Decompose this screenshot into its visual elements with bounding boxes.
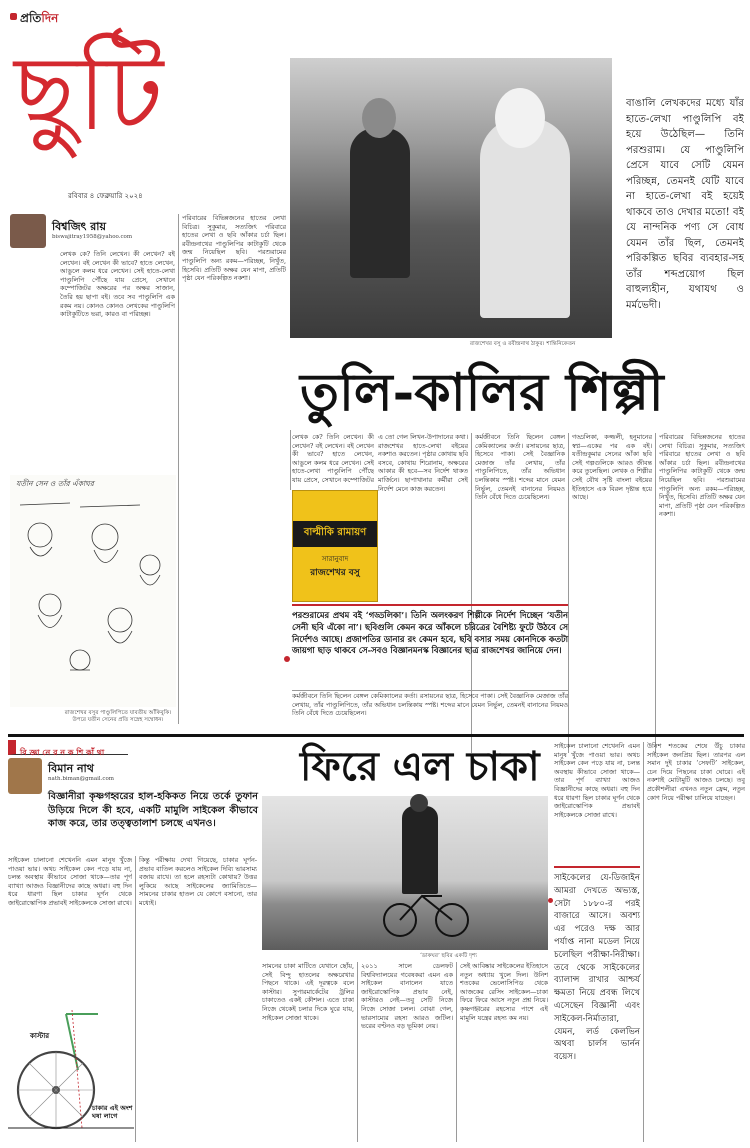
section-label-text: বি জ্ঞা নে র ন ক শি কাঁ থা — [20, 747, 105, 757]
book-author: রাজশেখর বসু — [310, 568, 360, 578]
wheel-diagram-graphic — [8, 1000, 134, 1142]
author2-avatar — [8, 758, 42, 794]
wheel-diagram — [8, 1000, 134, 1142]
masthead — [8, 6, 164, 211]
sketch-caption: রাজশেখর বসুর পাণ্ডুলিপিতে যাবতীয় আঁকিবুকি। উপরে যতীন সেনের প্রতি সস্নেহ সম্বোধন। — [64, 710, 172, 723]
logo-prefix: প্রতি — [20, 11, 42, 25]
section-label — [8, 740, 128, 755]
sketch-label: যতীন সেন ও তাঁর এঁকাঘর — [16, 479, 94, 488]
section-title: ছুটি — [14, 32, 164, 154]
sketch-figures — [10, 495, 176, 695]
author-name: বিশ্বজিৎ রায় — [52, 220, 106, 233]
body-column: লেখক কে? তিনি লেখেন। কী লেখেন? বই লেখেন। বই লেখেন কী ভাবে? হাতে লেখেন, আঙুলে কলম ধরে লেখেন। সেই হাতে-লেখা পাণ্ডুলিপি পৌঁছে যায় প্রেসে, সেখানে কম্পোজিটর — [292, 433, 374, 483]
pull-quote-2 — [554, 866, 640, 1144]
body-column: ২০১১ সালে ডেলফট বিশ্ববিদ্যালয়ের গবেষকরা এমন এক সাইকেল বানালেন যাতে জাইরোস্কোপিক প্রভাব নেই, কাস্টারও নেই—তবু সেটি নিজে নিজে সোজা চলল। বোঝা গেল, ভারসাম্যের রহস্য আরও জটিল। ভরের বণ্টনও বড় ভূমিকা নেয়। — [361, 962, 453, 1031]
book-subtitle: সারানুবাদ — [321, 555, 349, 563]
bicycle-icon — [382, 886, 472, 942]
lead-quote: বাঙালি লেখকদের মধ্যে যাঁর হাতে-লেখা পাণ্ডুলিপি বই হয়ে উঠেছিল— তিনি পরশুরাম। যে পাণ্ডুলিপি প্রেসে যাবে সেটি যেমন পরিচ্ছন্ন, তেমনই যেটি যাবে না হাতে-লেখা বই হয়েই থাকবে তাও দেখার মতো! বই যে নান্দনিক পণ্য সে বোধ যেমন তাঁর ছিল, তেমনই পরিকল্পিত ছবির ব্যবহার-সহ তাঁর শব্দপ্রয়োগ ছিল বাহুল্যহীন, যথাযথ ও মর্মভেদী। — [626, 98, 744, 311]
body-column: সাইকেল চালানো শেখেননি এমন মানুষ খুঁজে পাওয়া ভার। অথচ সাইকেল কেন পড়ে যায় না, চলন্ত অবস্থায় কীভাবে সোজা থাকে—তার পূর্ণ ব্যাখ্যা আজও বিজ্ঞানীদের কাছে অধরা। বহু দিন ধরে ধারণা ছিল চাকার ঘূর্ণন থেকে জাইরোস্কোপিক প্রভাবই সাইকেলকে সোজা রাখে। — [554, 742, 640, 819]
body-column: সামনের চাকা মাটিতে যেখানে ছোঁয়, সেই বিন্দু হাতলের অক্ষরেখার পিছনে থাকে। এই দূরত্বকে বলে কাস্টার। সুপারমার্কেটের ট্রলির চাকাতেও একই কৌশল। এতে চাকা নিজে থেকেই চলার দিকে ঘুরে যায়, সাইকেল সোজা থাকে। — [262, 962, 354, 1022]
logo-suffix: দিন — [41, 11, 59, 25]
body-column: এ তো গেল লিখন-উপাদানের কথা। রাজশেখর হাতে-লেখা বইয়ের নকশাও করতেন। পৃষ্ঠার কোথায় ছবি বসবে, কোথায় শিরোনাম, অক্ষরের আকার কী হবে—সব নির্দেশ থাকত মার্জিনে। ছাপাখানার কর্মীরা সেই নির্দেশ মেনে কাজ করতেন। — [378, 433, 468, 493]
author-avatar — [10, 214, 46, 248]
author2-email: nath.biman@gmail.com — [48, 776, 115, 782]
manuscript-sketch — [10, 475, 176, 707]
pull-quote — [292, 604, 568, 691]
body-column: কর্মজীবনে তিনি ছিলেন বেঙ্গল কেমিক্যালের কর্তা। রসায়নের ছাত্র, হিসেবে পাকা। সেই বৈজ্ঞানিক মেজাজ তাঁর লেখায়, তাঁর পাণ্ডুলিপিতে, তাঁর অভিধান চলন্তিকায় স্পষ্ট। শব্দের মানে যেমন নির্ভুল, তেমনই বানানের নিয়মও তিনি বেঁধে দিতে চেয়েছিলেন। — [292, 692, 568, 718]
body-column: কর্মজীবনে তিনি ছিলেন বেঙ্গল কেমিক্যালের কর্তা। রসায়নের ছাত্র, হিসেবে পাকা। সেই বৈজ্ঞানিক মেজাজ তাঁর লেখায়, তাঁর পাণ্ডুলিপিতে, তাঁর অভিধান চলন্তিকায় স্পষ্ট। শব্দের মানে যেমন নির্ভুল, তেমনই বানানের নিয়মও তিনি বেঁধে দিতে চেয়েছিলেন। — [475, 433, 565, 502]
cycle-photo-caption: ‘ডাকঘর’ ছবির একটি দৃশ্য — [420, 953, 477, 959]
pull-quote-2-text: সাইকেলের যে-ডিজাইন আমরা দেখতে অভ্যস্ত, সেটা ১৮৮০-র পরই বাজারে আসে। অবশ্য এর পরেও দক্ষ আর পর্যাপ্ত নানা মডেল নিয়ে চলেছিল পরীক্ষা-নিরীক্ষা। তবে থেকে সাইকেলের ব্যালান্স রাখার আশ্চর্য ক্ষমতা নিয়ে প্রবন্ধ লিখে এসেছেন বিজ্ঞানী এবং সাইকেল-নির্মাতারা, যেমন, লর্ড কেলভিন অথবা চার্লস ভার্নন বয়েস। — [554, 873, 640, 1063]
author2-name: বিমান নাথ — [48, 762, 94, 775]
body-column: সাইকেল চালানো শেখেননি এমন মানুষ খুঁজে পাওয়া ভার। অথচ সাইকেল কেন পড়ে যায় না, চলন্ত অবস্থায় কীভাবে সোজা থাকে—তার পূর্ণ ব্যাখ্যা আজও বিজ্ঞানীদের কাছে অধরা। বহু দিন ধরে ধারণা ছিল চাকার ঘূর্ণন থেকে জাইরোস্কোপিক প্রভাবই সাইকেলকে সোজা রাখে। — [8, 856, 132, 907]
section2-deck: বিজ্ঞানীরা কৃষ্ণগহ্বরের হাল-হকিকত নিয়ে তর্কে তুফান উড়িয়ে দিলে কী হবে, একটি মামুলি সাইকেল কীভাবে কাজ করে, তার তত্ত্বতালাশ চলছে এখনও। — [48, 791, 258, 830]
bullet-icon — [284, 656, 290, 662]
lead-headline: তুলি-কালির শিল্পী — [300, 362, 664, 423]
photo-caption: রাজশেখর বসু ও রবীন্দ্রনাথ ঠাকুর। শান্তিনিকেতন — [470, 341, 576, 347]
pull-quote-text: পরশুরামের প্রথম বই ‘গড্ডলিকা’। তিনি অলংকরণ শিল্পীকে নির্দেশ দিচ্ছেন ‘যতীন সেনী ছবি এঁকো না’। ছবিগুলি কেমন করে আঁকলে চরিত্রের বৈশিষ্ট্য ফুটে উঠবে সে নির্দেশও আছে। প্রজাপতির ডানার রং কেমন হবে, ছবি বসার সময় কোনদিকে কতটা জায়গা ছাড় থাকবে সে-সবও বিজ্ঞানমনস্ক বিজ্ঞানের ছাত্র রাজশেখর জানিয়ে দেন। — [292, 610, 568, 656]
body-column: কিন্তু পরীক্ষায় দেখা গিয়েছে, চাকার ঘূর্ণন-প্রভাব বাতিল করলেও সাইকেল দিব্যি ভারসাম্য বজায় রাখে। তা হলে রহস্যটা কোথায়? উত্তর লুকিয়ে আছে সাইকেলের জ্যামিতিতে—সামনের চাকার হাতল যে কোণে বসানো, তার মধ্যেই। — [139, 856, 257, 907]
section2-headline: ফিরে এল চাকা — [300, 743, 540, 790]
book-cover — [292, 490, 378, 602]
book-title: বাল্মীকি রামায়ণ — [303, 527, 367, 538]
bullet-icon — [548, 898, 553, 903]
diagram-label-contact: চাকার এই অংশ ঘষা লাগে — [92, 1104, 133, 1120]
body-column: উনিশ শতকের শেষে উঁচু চাকার সাইকেল জনপ্রিয় ছিল। তারপর এল সমান দুই চাকার ‘সেফটি’ সাইকেল, চেন দিয়ে পিছনের চাকা ঘোরে। এই নকশাই মোটামুটি আজও চলছে। তবু প্রকৌশলীরা এখনও নতুন ফ্রেম, নতুন কোণ নিয়ে পরীক্ষা চালিয়ে যাচ্ছেন। — [647, 742, 745, 802]
issue-date: রবিবার ৪ ফেব্রুয়ারি ২০২৪ — [68, 192, 143, 200]
lead-photo — [290, 58, 612, 338]
diagram-label-caster: কাস্টার — [30, 1031, 50, 1040]
body-column: লেখক কে? তিনি লেখেন। কী লেখেন? বই লেখেন। বই লেখেন কী ভাবে? হাতে লেখেন, আঙুলে কলম ধরে লেখেন। সেই হাতে-লেখা পাণ্ডুলিপি পৌঁছে যায় প্রেসে, সেখানে কম্পোজিটর অক্ষরের পর অক্ষর সাজান, তৈরি হয় ছাপা বই। তবে সব পাণ্ডুলিপি এক রকম নয়। কোনও কোনও লেখকের পাণ্ডুলিপি কাটাকুটিতে ভরা, কারও বা পরিচ্ছন্ন। — [60, 250, 175, 319]
cycle-photo — [262, 796, 548, 950]
author-email: biswajitray1958@yahoo.com — [52, 234, 133, 240]
body-column: পরিবারের বিভিন্নজনের হাতের লেখা বিচিত্র। সুকুমার, সত্যজিৎ পরিবারে হাতের লেখা ও ছবি আঁকার চর্চা ছিল। রবীন্দ্রনাথের পাণ্ডুলিপির কাটাকুটি থেকে জন্ম নিয়েছিল ছবি। পরশুরামের পাণ্ডুলিপি অন্য রকম—পরিচ্ছন্ন, নিখুঁত, হিসেবি। প্রতিটি অক্ষর যেন মাপা, প্রতিটি পৃষ্ঠা যেন পরিকল্পিত নকশা। — [659, 433, 745, 519]
body-column: গড্ডলিকা, কজ্জলী, হনুমানের স্বপ্ন—একের পর এক বই। যতীন্দ্রকুমার সেনের আঁকা ছবি সেই গল্পগুলিকে আরও জীবন্ত করে তুলেছিল। লেখক ও শিল্পীর সেই যৌথ সৃষ্টি বাংলা বইয়ের ইতিহাসে এক বিরল দৃষ্টান্ত হয়ে আছে। — [572, 433, 652, 502]
body-column: পরিবারের বিভিন্নজনের হাতের লেখা বিচিত্র। সুকুমার, সত্যজিৎ পরিবারে হাতের লেখা ও ছবি আঁকার চর্চা ছিল। রবীন্দ্রনাথের পাণ্ডুলিপির কাটাকুটি থেকে জন্ম নিয়েছিল ছবি। পরশুরামের পাণ্ডুলিপি অন্য রকম—পরিচ্ছন্ন, নিখুঁত, হিসেবি। প্রতিটি অক্ষর যেন মাপা, প্রতিটি পৃষ্ঠা যেন পরিকল্পিত নকশা। — [182, 214, 286, 283]
body-column: সেই আবিষ্কার সাইকেলের ইতিহাসে নতুন অধ্যায় খুলে দিল। উনিশ শতকের ভেলোসিপিড থেকে আজকের রেসিং সাইকেল—চাকা ফিরে ফিরে আসে নতুন প্রশ্ন নিয়ে। কৃষ্ণগহ্বরের রহস্যের পাশে এই মামুলি যন্ত্রের রহস্য কম নয়। — [460, 962, 548, 1022]
